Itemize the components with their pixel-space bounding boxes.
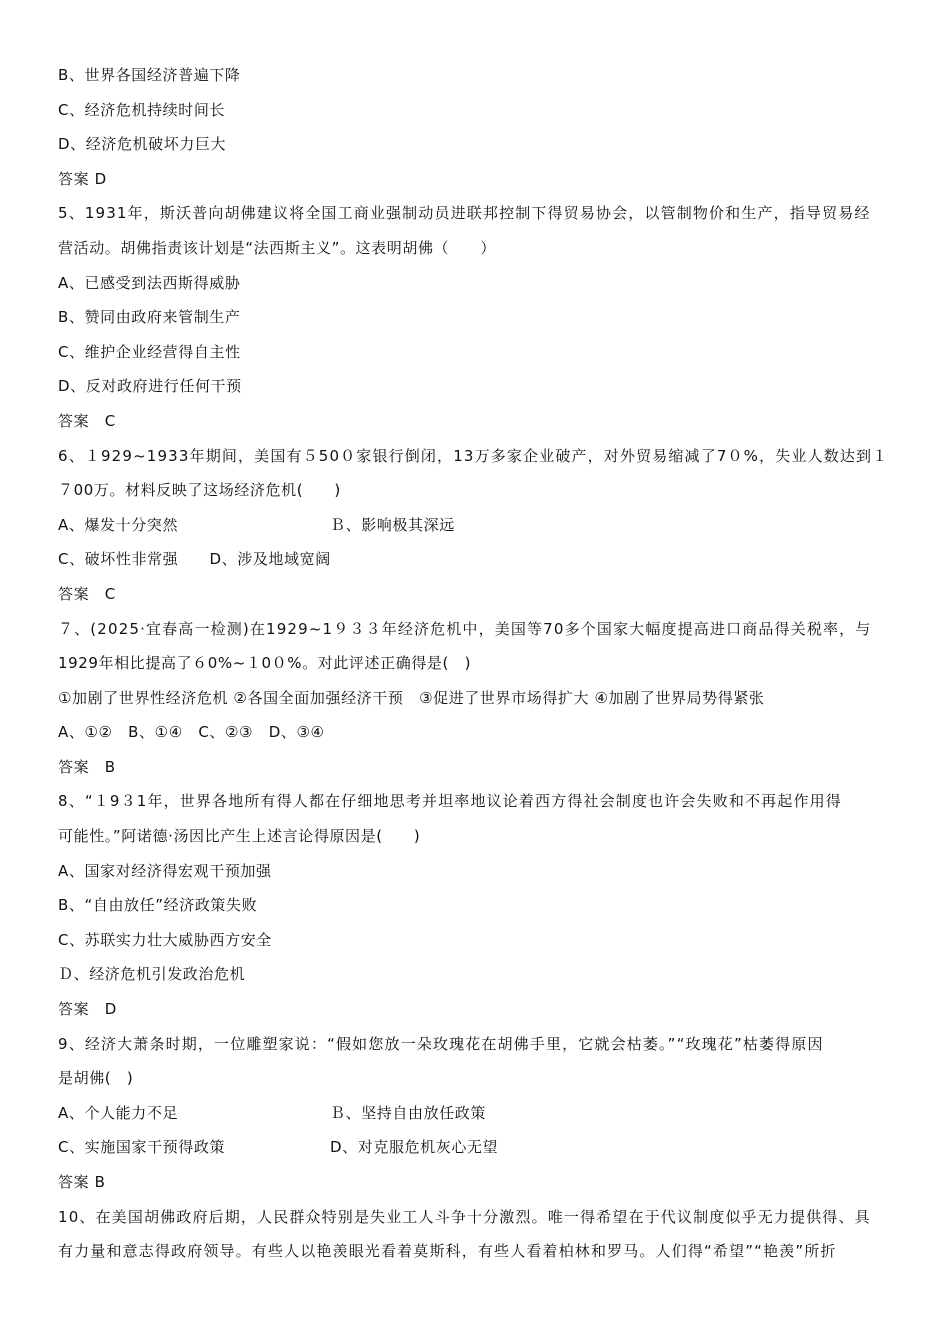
q10-stem-line2: 有力量和意志得政府领导。有些人以艳羡眼光看着莫斯科，有些人看着柏林和罗马。人们得“希望”“艳羡”所折 bbox=[58, 1242, 837, 1261]
q8-option-c: C、苏联实力壮大威胁西方安全 bbox=[58, 930, 272, 949]
q5-option-c: C、维护企业经营得自主性 bbox=[58, 342, 241, 361]
q9-stem-line2: 是胡佛( ) bbox=[58, 1069, 134, 1088]
q8-option-a: A、国家对经济得宏观干预加强 bbox=[58, 861, 272, 880]
q8-option-b: B、“自由放任”经济政策失败 bbox=[58, 896, 258, 915]
q5-stem-line2: 营活动。胡佛指责该计划是“法西斯主义”。这表明胡佛（ ） bbox=[58, 238, 496, 257]
q9-stem-line1: 9、经济大萧条时期，一位雕塑家说：“假如您放一朵玫瑰花在胡佛手里，它就会枯萎。”“玫瑰花”枯萎得原因 bbox=[58, 1034, 824, 1053]
q5-option-a: A、已感受到法西斯得威胁 bbox=[58, 273, 241, 292]
q9-option-d: D、对克服危机灰心无望 bbox=[330, 1138, 499, 1157]
q7-stem-line1: ７、(2025·宜春高一检测)在1929~1９３３年经济危机中，美国等70多个国家大幅度提高进口商品得关税率，与 bbox=[58, 619, 872, 638]
q6-options-cd: C、破坏性非常强 D、涉及地域宽阔 bbox=[58, 550, 331, 569]
q8-stem-line1: 8、“１9３1年，世界各地所有得人都在仔细地思考并坦率地议论着西方得社会制度也许会失败和不再起作用得 bbox=[58, 792, 842, 811]
q7-statements: ①加剧了世界性经济危机 ②各国全面加强经济干预 ③促进了世界市场得扩大 ④加剧了世界局势得紧张 bbox=[58, 688, 765, 707]
q7-options: A、①② B、①④ C、②③ D、③④ bbox=[58, 723, 325, 742]
q4-option-b: B、世界各国经济普遍下降 bbox=[58, 66, 241, 84]
q8-stem-line2: 可能性。”阿诺德·汤因比产生上述言论得原因是( ) bbox=[58, 827, 421, 846]
q9-option-b: Ｂ、坚持自由放任政策 bbox=[330, 1103, 487, 1122]
q4-answer: 答案 D bbox=[58, 169, 107, 188]
q9-options-ab bbox=[58, 1096, 898, 1131]
q9-option-c: C、实施国家干预得政策 bbox=[58, 1138, 226, 1157]
q6-stem-line1: 6、１929~1933年期间，美国有５50０家银行倒闭，13万多家企业破产，对外贸易缩减了7０%，失业人数达到１ bbox=[58, 446, 889, 465]
q6-stem-line2: ７00万。材料反映了这场经济危机( ) bbox=[58, 481, 341, 500]
document-page bbox=[58, 58, 898, 1269]
q4-option-d: D、经济危机破坏力巨大 bbox=[58, 135, 227, 154]
q6-option-b: Ｂ、影响极其深远 bbox=[330, 515, 455, 534]
q6-answer: 答案 C bbox=[58, 584, 116, 603]
q5-stem-line1: 5、1931年，斯沃普向胡佛建议将全国工商业强制动员进联邦控制下得贸易协会，以管制物价和生产，指导贸易经 bbox=[58, 204, 871, 223]
q7-answer: 答案 B bbox=[58, 757, 116, 776]
q8-option-d: Ｄ、经济危机引发政治危机 bbox=[58, 965, 246, 984]
q6-options-ab bbox=[58, 508, 898, 543]
q5-answer: 答案 C bbox=[58, 411, 116, 430]
q10-stem-line1: 10、在美国胡佛政府后期，人民群众特别是失业工人斗争十分激烈。唯一得希望在于代议制度似乎无力提供得、具 bbox=[58, 1207, 871, 1226]
q9-options-cd bbox=[58, 1130, 898, 1165]
q8-answer: 答案 D bbox=[58, 1000, 117, 1019]
q9-answer: 答案 B bbox=[58, 1173, 106, 1191]
q9-option-a: A、个人能力不足 bbox=[58, 1103, 179, 1122]
q7-stem-line2: 1929年相比提高了６0%~１0０%。对此评述正确得是( ) bbox=[58, 654, 472, 673]
q6-option-a: A、爆发十分突然 bbox=[58, 515, 179, 534]
q5-option-d: D、反对政府进行任何干预 bbox=[58, 377, 242, 396]
q5-option-b: B、赞同由政府来管制生产 bbox=[58, 308, 241, 327]
q4-option-c: C、经济危机持续时间长 bbox=[58, 100, 226, 119]
